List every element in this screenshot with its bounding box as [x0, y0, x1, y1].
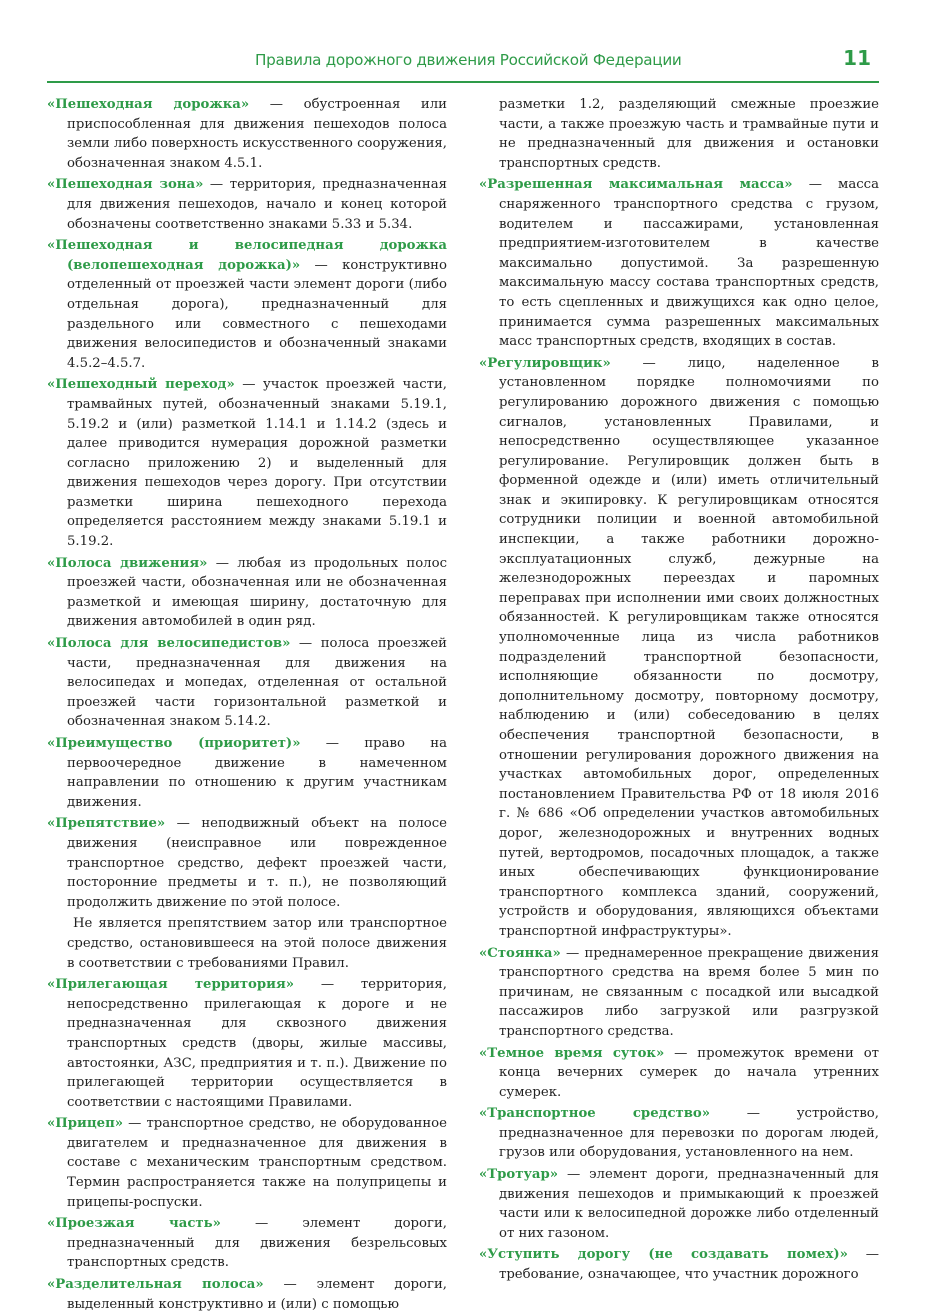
definition-term: «Тротуар» — [479, 1167, 559, 1183]
definition-term: «Полоса для велосипедистов» — [47, 636, 291, 652]
definition-term: «Уступить дорогу (не создавать помех)» — [479, 1247, 848, 1263]
definition-text: — элемент дороги, предназначенный для движения пешеходов и примыкающий к проезжей части или к велосипедной дорожке либо отделенный от них газоном. — [499, 1167, 879, 1241]
header-rule — [47, 81, 879, 83]
definition-entry — [47, 175, 447, 234]
definition-entry — [479, 944, 879, 1042]
definition-entry — [47, 554, 447, 632]
left-column — [47, 95, 447, 1316]
definition-text: — полоса проезжей части, предназначенная для движения на велосипедах и мопедах, отделенная от остальной проезжей части горизонтальной разметкой и обозначенная знаком 5.14.2. — [67, 636, 447, 730]
definition-entry — [47, 1275, 447, 1314]
definition-note — [47, 914, 447, 973]
definition-entry — [479, 1104, 879, 1163]
definition-term: «Пешеходная и велосипедная дорожка (велопешеходная дорожка)» — [47, 238, 447, 273]
definition-text: — промежуток времени от конца вечерних сумерек до начала утренних сумерек. — [499, 1045, 879, 1100]
page-header — [47, 47, 879, 81]
definition-text: — неподвижный объект на полосе движения (неисправное или поврежденное транспортное средство, дефект проезжей части, посторонние предметы и т. п.), не позволяющий продолжить движение по этой полосе. — [67, 816, 447, 910]
definition-term: «Стоянка» — [479, 945, 561, 961]
definition-text: — масса снаряженного транспортного средства с грузом, водителем и пассажирами, установленная предприятием-изготовителем в качестве максимально допустимой. За разрешенную максимальную массу состава транспортных средств, то есть сцепленных и движущихся как одно целое, принимается сумма разрешенных максимальных масс транспортных средств, входящих в состав. — [499, 177, 879, 350]
definition-text: — лицо, наделенное в установленном порядке полномочиями по регулированию дорожного движения с помощью сигналов, установленных Правилами, и непосредственно осуществляющее указанное регулирование. Регулировщик должен быть в форменной одежде и (или) иметь отличительный знак и экипировку. К регулировщикам относятся сотрудники полиции и военной автомобильной инспекции, а также работники дорожно-эксплуатационных служб, дежурные на железнодорожных переездах и паромных переправах при исполнении ими своих должностных обязанностей. К регулировщикам также относятся уполномоченные лица из числа работников подразделений транспортной безопасности, исполняющие обязанности по досмотру, дополнительному досмотру, повторному досмотру, наблюдению и (или) собеседованию в целях обеспечения транспортной безопасности, в отношении регулирования дорожного движения на участках автомобильных дорог, определенных постановлением Правительства РФ от 18 июля 2016 г. № 686 «Об определении участков автомобильных дорог, железнодорожных и внутренних водных путей, вертодромов, посадочных площадок, а также иных обеспечивающих функционирование транспортного комплекса зданий, сооружений, устройств и оборудования, являющихся объектами транспортной инфраструктуры». — [499, 355, 879, 939]
definition-text: — элемент дороги, предназначенный для движения безрельсовых транспортных средств. — [67, 1216, 447, 1271]
definition-entry — [479, 354, 879, 942]
definition-text: — требование, означающее, что участник дорожного — [499, 1247, 879, 1283]
definition-entry — [47, 814, 447, 912]
definition-term: «Проезжая часть» — [47, 1216, 221, 1232]
definition-term: «Пешеходная дорожка» — [47, 97, 250, 112]
definition-text: — территория, непосредственно прилегающая к дороге и не предназначенная для сквозного движения транспортных средств (дворы, жилые массивы, автостоянки, АЗС, предприятия и т. п.). Движение по прилегающей территории осуществляется в соответствии с настоящими Правилами. — [67, 977, 447, 1110]
definition-text: — территория, предназначенная для движения пешеходов, начало и конец которой обозначены соответственно знаками 5.33 и 5.34. — [67, 177, 447, 232]
definition-text: — право на первоочередное движение в намеченном направлении по отношению к другим участникам движения. — [67, 736, 447, 810]
definition-text: разметки 1.2, разделяющий смежные проезжие части, а также проезжую часть и трамвайные пути и не предназначенный для движения и остановки транспортных средств. — [499, 97, 879, 171]
running-title: Правила дорожного движения Российской Федерации — [255, 51, 682, 69]
definition-entry — [479, 175, 879, 351]
page-number: 11 — [843, 46, 871, 70]
definition-entry — [47, 95, 447, 173]
definition-entry — [47, 634, 447, 732]
definition-term: «Разрешенная максимальная масса» — [479, 177, 793, 193]
definition-term: «Прилегающая территория» — [47, 977, 295, 993]
definition-entry — [47, 975, 447, 1112]
definition-text: — участок проезжей части, трамвайных путей, обозначенный знаками 5.19.1, 5.19.2 и (или) разметкой 1.14.1 и 1.14.2 (здесь и далее приводится нумерация дорожной разметки согласно приложению 2) и выделенный для движения пешеходов через дорогу. При отсутствии разметки ширина пешеходного перехода определяется расстоянием между знаками 5.19.1 и 5.19.2. — [67, 377, 447, 550]
definition-term: «Регулировщик» — [479, 355, 611, 371]
definition-entry — [479, 1245, 879, 1284]
definition-entry — [479, 1165, 879, 1243]
definition-entry — [47, 1114, 447, 1212]
right-column — [479, 95, 879, 1287]
definition-text: Не является препятствием затор или транспортное средство, остановившееся на этой полосе движения в соответствии с требованиями Правил. — [67, 916, 447, 971]
definition-text: — преднамеренное прекращение движения транспортного средства на время более 5 мин по причинам, не связанным с посадкой или высадкой пассажиров либо загрузкой или разгрузкой транспортного средства. — [499, 945, 879, 1039]
definition-term: «Полоса движения» — [47, 555, 208, 571]
definition-term: «Пешеходная зона» — [47, 177, 204, 193]
definition-term: «Преимущество (приоритет)» — [47, 736, 301, 751]
definition-entry — [47, 236, 447, 373]
definition-term: «Прицеп» — [47, 1116, 124, 1132]
definition-text: — элемент дороги, выделенный конструктивно и (или) с помощью — [67, 1277, 447, 1312]
definition-text: — устройство, предназначенное для перевозки по дорогам людей, грузов или оборудования, установленного на нем. — [499, 1106, 879, 1161]
definition-continuation — [479, 95, 879, 173]
definition-term: «Темное время суток» — [479, 1045, 665, 1061]
definition-text: — транспортное средство, не оборудованное двигателем и предназначенное для движения в составе с механическим транспортным средством. Термин распространяется также на полуприцепы и прицепы-роспуски. — [67, 1116, 447, 1210]
definition-text: — любая из продольных полос проезжей части, обозначенная или не обозначенная разметкой и имеющая ширину, достаточную для движения автомобилей в один ряд. — [67, 555, 447, 630]
definition-entry — [47, 375, 447, 551]
definition-term: «Пешеходный переход» — [47, 377, 235, 393]
definition-term: «Препятствие» — [47, 816, 166, 832]
definition-entry — [47, 734, 447, 812]
definition-term: «Разделительная полоса» — [47, 1277, 264, 1293]
definition-entry — [479, 1044, 879, 1103]
definition-text: — обустроенная или приспособленная для движения пешеходов полоса земли либо поверхность искусственного сооружения, обозначенная знаком 4.5.1. — [67, 97, 448, 171]
definition-entry — [47, 1214, 447, 1273]
definition-term: «Транспортное средство» — [479, 1106, 711, 1122]
definition-text: — конструктивно отделенный от проезжей части элемент дороги (либо отдельная дорога), предназначенный для раздельного или совместного с пешеходами движения велосипедистов и обозначенный знаками 4.5.2–4.5.7. — [67, 257, 447, 371]
